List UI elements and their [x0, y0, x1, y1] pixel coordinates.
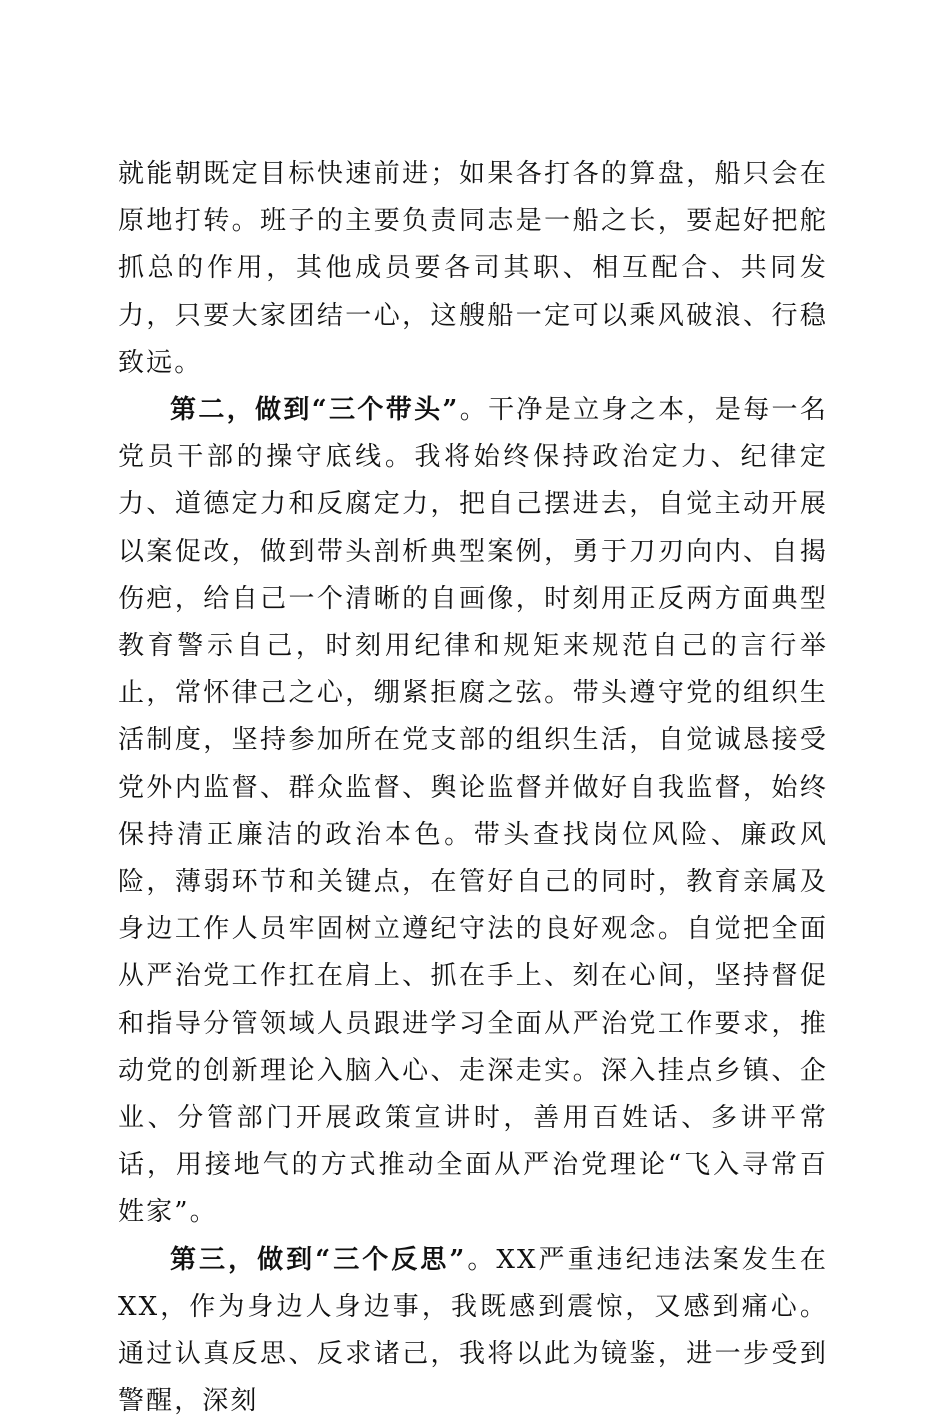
paragraph-2-heading: 第二，做到“三个带头”: [170, 395, 460, 426]
paragraph-three-leads: [118, 387, 828, 1237]
paragraph-3-heading: 第三，做到“三个反思”: [170, 1244, 467, 1275]
paragraph-three-reflections: [118, 1237, 828, 1425]
paragraph-2-text: 。干净是立身之本，是每一名党员干部的操守底线。我将始终保持政治定力、纪律定力、道德定力和反腐定力，把自己摆进去，自觉主动开展以案促改，做到带头剖析典型案例，勇于刀刃向内、自揭伤疤，给自己一个清晰的自画像，时刻用正反两方面典型教育警示自己，时刻用纪律和规矩来规范自己的言行举止，常怀律己之心，绷紧拒腐之弦。带头遵守党的组织生活制度，坚持参加所在党支部的组织生活，自觉诚恳接受党外内监督、群众监督、舆论监督并做好自我监督，始终保持清正廉洁的政治本色。带头查找岗位风险、廉政风险，薄弱环节和关键点，在管好自己的同时，教育亲属及身边工作人员牢固树立遵纪守法的良好观念。自觉把全面从严治党工作扛在肩上、抓在手上、刻在心间，坚持督促和指导分管领域人员跟进学习全面从严治党工作要求，推动党的创新理论入脑入心、走深走实。深入挂点乡镇、企业、分管部门开展政策宣讲时，善用百姓话、多讲平常话，用接地气的方式推动全面从严治党理论“飞入寻常百姓家”。: [118, 395, 828, 1228]
paragraph-3-text: 。XX严重违纪违法案发生在XX，作为身边人身边事，我既感到震惊，又感到痛心。通过认真反思、反求诸己，我将以此为镜鉴，进一步受到警醒，深刻: [118, 1244, 828, 1417]
paragraph-1-text: 就能朝既定目标快速前进；如果各打各的算盘，船只会在原地打转。班子的主要负责同志是一船之长，要起好把舵抓总的作用，其他成员要各司其职、相互配合、共同发力，只要大家团结一心，这艘船一定可以乘风破浪、行稳致远。: [118, 159, 828, 378]
paragraph-continuation: [118, 151, 828, 387]
document-body: [118, 151, 828, 1425]
